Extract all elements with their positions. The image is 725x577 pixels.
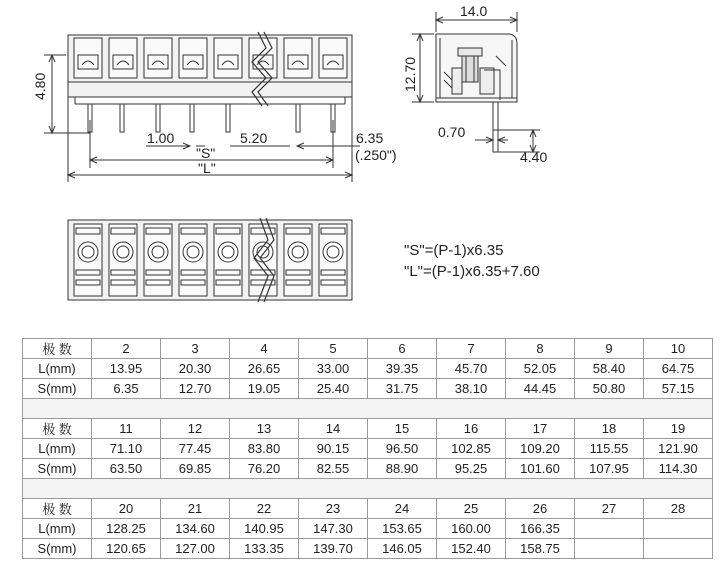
table-cell: 114.30 — [644, 459, 713, 479]
table-cell: 140.95 — [230, 519, 299, 539]
table-cell: 50.80 — [575, 379, 644, 399]
front-pin — [296, 104, 300, 132]
table-cell: 9 — [575, 339, 644, 359]
table-cell: 83.80 — [230, 439, 299, 459]
front-terminal-cell — [179, 38, 207, 78]
table-cell: 18 — [575, 419, 644, 439]
table-cell: 7 — [437, 339, 506, 359]
table-cell: 153.65 — [368, 519, 437, 539]
table-cell: 120.65 — [92, 539, 161, 559]
table-cell: 12 — [161, 419, 230, 439]
table-separator-row — [23, 479, 713, 499]
table-cell: 6 — [368, 339, 437, 359]
front-terminal-cell — [109, 38, 137, 78]
table-cell: 12.70 — [161, 379, 230, 399]
table-cell: 44.45 — [506, 379, 575, 399]
height-dim-label: 4.80 — [32, 72, 48, 100]
row-header: 极 数 — [23, 499, 92, 519]
table-cell: 21 — [161, 499, 230, 519]
table-cell: 139.70 — [299, 539, 368, 559]
gap-dim-label: 5.20 — [240, 130, 268, 146]
spec-table — [22, 338, 713, 559]
top-view-drawing — [0, 210, 400, 305]
side-width-dim-label: 14.0 — [460, 3, 488, 19]
table-cell: 88.90 — [368, 459, 437, 479]
front-terminal-cell — [319, 38, 347, 78]
table-cell: 17 — [506, 419, 575, 439]
side-height-dim-label: 12.70 — [402, 56, 418, 92]
front-terminal-cell — [284, 38, 312, 78]
pin-length-dim-label: 4.40 — [520, 149, 548, 165]
pole-count-row — [23, 339, 713, 359]
table-cell: 4 — [230, 339, 299, 359]
top-terminal-cell — [179, 224, 207, 296]
table-cell: 71.10 — [92, 439, 161, 459]
row-header: S(mm) — [23, 379, 92, 399]
s-dim-label: "S" — [196, 145, 216, 161]
table-cell: 134.60 — [161, 519, 230, 539]
front-terminal-cell — [249, 38, 277, 78]
length-l-row — [23, 359, 713, 379]
table-cell: 82.55 — [299, 459, 368, 479]
table-cell: 6.35 — [92, 379, 161, 399]
table-cell: 22 — [230, 499, 299, 519]
table-cell: 45.70 — [437, 359, 506, 379]
front-terminal-cell — [144, 38, 172, 78]
table-cell: 14 — [299, 419, 368, 439]
table-cell: 28 — [644, 499, 713, 519]
length-l-row — [23, 439, 713, 459]
table-cell: 24 — [368, 499, 437, 519]
table-cell: 127.00 — [161, 539, 230, 559]
row-header: S(mm) — [23, 539, 92, 559]
pin-width-dim-label: 1.00 — [147, 130, 175, 146]
table-cell: 58.40 — [575, 359, 644, 379]
table-cell: 152.40 — [437, 539, 506, 559]
table-cell: 23 — [299, 499, 368, 519]
top-terminal-cell — [144, 224, 172, 296]
top-terminal-cell — [249, 224, 277, 296]
table-cell: 27 — [575, 499, 644, 519]
table-cell: 3 — [161, 339, 230, 359]
row-header: S(mm) — [23, 459, 92, 479]
table-cell: 63.50 — [92, 459, 161, 479]
table-cell: 8 — [506, 339, 575, 359]
spacing-s-row — [23, 539, 713, 559]
table-cell: 16 — [437, 419, 506, 439]
table-cell — [575, 539, 644, 559]
table-cell — [644, 519, 713, 539]
l-formula: "L"=(P-1)x6.35+7.60 — [404, 263, 540, 280]
front-terminal-cell — [74, 38, 102, 78]
top-terminal-cell — [319, 224, 347, 296]
row-header: L(mm) — [23, 439, 92, 459]
front-terminal-cell — [214, 38, 242, 78]
pole-count-row — [23, 419, 713, 439]
table-cell: 26.65 — [230, 359, 299, 379]
front-pin — [156, 104, 160, 132]
row-header: L(mm) — [23, 519, 92, 539]
pole-count-row — [23, 499, 713, 519]
spacing-s-row — [23, 459, 713, 479]
s-formula: "S"=(P-1)x6.35 — [404, 242, 504, 259]
table-cell: 57.15 — [644, 379, 713, 399]
table-separator-row — [23, 399, 713, 419]
table-cell: 158.75 — [506, 539, 575, 559]
top-terminal-cell — [109, 224, 137, 296]
table-cell: 96.50 — [368, 439, 437, 459]
table-cell: 2 — [92, 339, 161, 359]
table-cell: 133.35 — [230, 539, 299, 559]
table-cell: 115.55 — [575, 439, 644, 459]
front-view-drawing — [0, 0, 400, 190]
length-l-row — [23, 519, 713, 539]
front-pin — [120, 104, 124, 132]
table-cell: 20.30 — [161, 359, 230, 379]
table-cell: 5 — [299, 339, 368, 359]
front-pin — [190, 104, 194, 132]
table-cell: 25.40 — [299, 379, 368, 399]
table-cell: 19 — [644, 419, 713, 439]
table-cell: 52.05 — [506, 359, 575, 379]
top-terminal-cell — [214, 224, 242, 296]
spacing-s-row — [23, 379, 713, 399]
table-cell — [575, 519, 644, 539]
row-header: L(mm) — [23, 359, 92, 379]
side-view-drawing — [400, 0, 570, 175]
table-cell: 101.60 — [506, 459, 575, 479]
table-cell: 38.10 — [437, 379, 506, 399]
l-dim-label: "L" — [198, 160, 216, 176]
table-cell: 13.95 — [92, 359, 161, 379]
table-cell: 146.05 — [368, 539, 437, 559]
table-cell: 121.90 — [644, 439, 713, 459]
top-terminal-cell — [284, 224, 312, 296]
table-cell: 128.25 — [92, 519, 161, 539]
front-pin — [226, 104, 230, 132]
table-cell: 64.75 — [644, 359, 713, 379]
table-cell: 147.30 — [299, 519, 368, 539]
table-cell: 160.00 — [437, 519, 506, 539]
formula-block — [404, 240, 540, 282]
row-header: 极 数 — [23, 419, 92, 439]
table-cell: 19.05 — [230, 379, 299, 399]
pitch-inch-label: (.250") — [355, 147, 397, 163]
table-cell: 107.95 — [575, 459, 644, 479]
table-cell: 90.15 — [299, 439, 368, 459]
table-cell: 77.45 — [161, 439, 230, 459]
table-cell — [644, 539, 713, 559]
table-cell: 13 — [230, 419, 299, 439]
table-cell: 69.85 — [161, 459, 230, 479]
table-cell: 15 — [368, 419, 437, 439]
table-cell: 166.35 — [506, 519, 575, 539]
table-cell: 25 — [437, 499, 506, 519]
table-cell: 39.35 — [368, 359, 437, 379]
table-cell: 20 — [92, 499, 161, 519]
top-terminal-cell — [74, 224, 102, 296]
pitch-dim-label: 6.35 — [356, 130, 384, 146]
table-cell: 10 — [644, 339, 713, 359]
row-header: 极 数 — [23, 339, 92, 359]
table-cell: 31.75 — [368, 379, 437, 399]
table-cell: 11 — [92, 419, 161, 439]
table-cell: 102.85 — [437, 439, 506, 459]
table-cell: 76.20 — [230, 459, 299, 479]
table-cell: 33.00 — [299, 359, 368, 379]
table-cell: 95.25 — [437, 459, 506, 479]
pin-thickness-dim-label: 0.70 — [438, 124, 466, 140]
table-cell: 109.20 — [506, 439, 575, 459]
table-cell: 26 — [506, 499, 575, 519]
